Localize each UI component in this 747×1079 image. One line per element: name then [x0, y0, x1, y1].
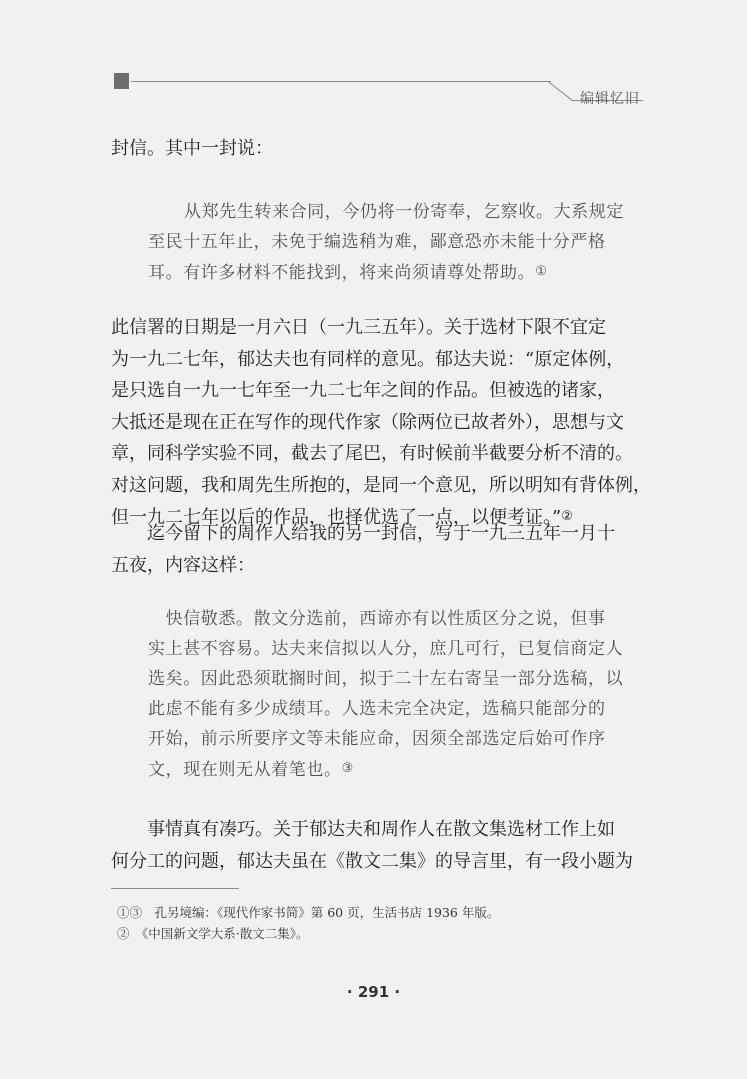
paragraph-2	[111, 312, 651, 534]
footnote-2: ② 《中国新文学大系·散文二集》。	[117, 926, 309, 941]
header-rule-slant	[548, 81, 574, 101]
page-number: · 291 ·	[346, 983, 401, 1001]
text-line	[148, 754, 643, 785]
text-line	[148, 257, 643, 288]
footnote-mark[interactable]: ②	[561, 509, 573, 524]
header-rule	[131, 81, 551, 82]
text-segment: 文，现在则无从着笔也。	[148, 760, 342, 780]
footnote-divider	[111, 888, 239, 889]
text-line: 为一九二七年，郁达夫也有同样的意见。郁达夫说：“原定体例，	[111, 348, 625, 370]
header-square-marker	[114, 73, 129, 89]
text-line: 此虑不能有多少成绩耳。人选未完全决定，选稿只能部分的	[148, 699, 606, 719]
text-line: 从郑先生转来合同，今仍将一份寄奉，乞察收。大系规定	[184, 202, 624, 222]
footnote-mark[interactable]: ①	[535, 264, 548, 279]
text-line: 实上甚不容易。达夫来信拟以人分，庶几可行，已复信商定人	[148, 639, 624, 659]
running-header-title: 编辑忆旧	[580, 91, 640, 107]
text-line: 至民十五年止，未免于编选稍为难，鄙意恐亦未能十分严格	[148, 232, 606, 252]
text-line: 大抵还是现在正在写作的现代作家（除两位已故者外），思想与文	[111, 411, 624, 433]
text-line: 事情真有凑巧。关于郁达夫和周作人在散文集选材工作上如	[111, 819, 615, 840]
text-line: 何分工的问题，郁达夫虽在《散文二集》的导言里，有一段小题为	[111, 850, 633, 872]
footnote-mark[interactable]: ③	[341, 761, 354, 776]
text-line: 是只选自一九一七年至一九二七年之间的作品。但被选的诸家，	[111, 380, 615, 401]
text-line: 封信。其中一封说：	[111, 138, 273, 159]
text-line: 选矣。因此恐须耽搁时间，拟于二十左右寄呈一部分选稿，以	[148, 669, 624, 689]
text-line: 迄今留下的周作人给我的另一封信，写于一九三五年一月十	[111, 523, 615, 544]
footnote-1: ①③ 孔另境编：《现代作家书简》第 60 页，生活书店 1936 年版。	[117, 905, 500, 920]
quote-2	[148, 604, 643, 785]
paragraph-4	[111, 814, 641, 877]
text-segment: 耳。有许多材料不能找到，将来尚须请尊处帮助。	[148, 263, 536, 283]
text-segment: 但一九二七年以后的作品，也择优选了一点，以便考证。”	[111, 507, 562, 528]
text-line: 章，同科学实验不同，截去了尾巴，有时候前半截要分析不清的。	[111, 443, 633, 464]
paragraph-3	[111, 518, 641, 581]
text-line: 开始，前示所要序文等未能应命，因须全部选定后始可作序	[148, 729, 606, 749]
quote-1	[148, 227, 643, 288]
text-line: 快信敬悉。散文分选前，西谛亦有以性质区分之说，但事	[148, 609, 606, 629]
text-line: 对这问题，我和周先生所抱的，是同一个意见，所以明知有背体例，	[111, 474, 651, 496]
quote-1-first	[184, 197, 644, 227]
paragraph-1	[111, 133, 641, 165]
text-line: 五夜，内容这样：	[111, 554, 255, 576]
text-line: 此信署的日期是一月六日（一九三五年）。关于选材下限不宜定	[111, 317, 606, 338]
